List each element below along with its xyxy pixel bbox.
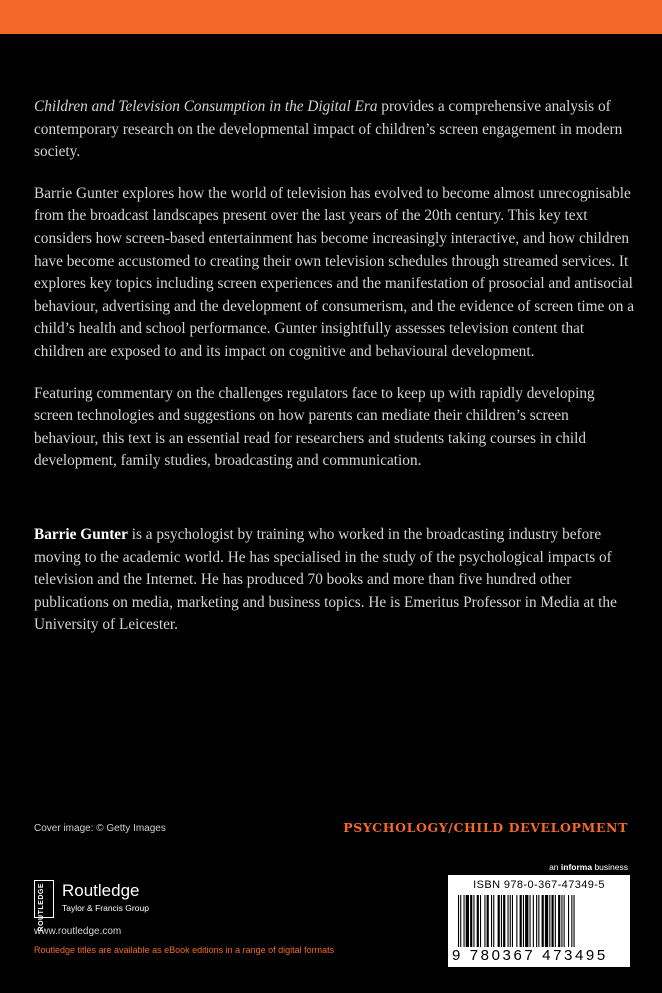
barcode-bar bbox=[533, 895, 534, 947]
author-bio-text: is a psychologist by training who worked in the broadcasting industry before moving to the academic world. He has specialised in the study of the psychological impacts of television and the Internet. He has produced 70 books and more than five hundred other publications on media, marketing and business topics. He is Emeritus Professor in Media at the University of Leicester. bbox=[34, 526, 617, 634]
description-paragraph-1-text: provides a comprehensive analysis of contemporary research on the developmental impact of children’s screen engagement in modern society. bbox=[34, 98, 623, 161]
barcode-bar bbox=[558, 895, 560, 947]
barcode-bar bbox=[555, 895, 556, 947]
barcode-bar bbox=[525, 895, 528, 947]
barcode-bars bbox=[458, 895, 623, 947]
barcode-digits: 9 780367 473495 bbox=[452, 947, 608, 964]
logo-mark-text: ROUTLEDGE bbox=[38, 883, 45, 932]
barcode bbox=[448, 875, 630, 967]
barcode-bar bbox=[484, 895, 485, 947]
barcode-bar bbox=[542, 895, 544, 947]
barcode-bar bbox=[477, 895, 479, 947]
informa-label bbox=[549, 862, 628, 872]
barcode-bar bbox=[530, 895, 531, 947]
barcode-bar bbox=[466, 895, 469, 947]
barcode-bar bbox=[571, 895, 572, 947]
barcode-bar bbox=[549, 895, 550, 947]
publisher-group: Taylor & Francis Group bbox=[62, 903, 149, 913]
barcode-bar bbox=[561, 895, 562, 947]
barcode-bar bbox=[564, 895, 565, 947]
publisher-website[interactable]: www.routledge.com bbox=[34, 926, 122, 937]
barcode-bar bbox=[487, 895, 489, 947]
ebook-note: Routledge titles are available as eBook editions in a range of digital formats bbox=[34, 945, 335, 955]
barcode-bar bbox=[574, 895, 575, 947]
description-paragraph-1 bbox=[34, 96, 634, 164]
author-bio bbox=[34, 524, 634, 637]
barcode-bar bbox=[520, 895, 522, 947]
barcode-bar bbox=[503, 895, 505, 947]
barcode-bar bbox=[493, 895, 494, 947]
subject-category: PSYCHOLOGY/CHILD DEVELOPMENT bbox=[343, 820, 628, 835]
publisher-name: Routledge bbox=[62, 881, 140, 900]
barcode-bar bbox=[512, 895, 513, 947]
barcode-bar bbox=[491, 895, 492, 947]
isbn-label: ISBN 978-0-367-47349-5 bbox=[473, 879, 605, 891]
routledge-logo-mark bbox=[34, 880, 54, 932]
barcode-bar bbox=[508, 895, 509, 947]
barcode-bar bbox=[552, 895, 554, 947]
barcode-bar bbox=[464, 895, 465, 947]
barcode-bar bbox=[501, 895, 502, 947]
barcode-bar bbox=[545, 895, 548, 947]
top-accent-bar bbox=[0, 0, 662, 34]
description-paragraph-3: Featuring commentary on the challenges regulators face to keep up with rapidly developing screen technologies and suggestions on how parents can mediate their children’s screen behaviour, this text is an essential read for researchers and students taking courses in child development, family studies, broadcasting and communication. bbox=[34, 384, 595, 470]
barcode-bar bbox=[473, 895, 474, 947]
barcode-bar bbox=[568, 895, 569, 947]
barcode-bar bbox=[538, 895, 539, 947]
barcode-bar bbox=[470, 895, 472, 947]
barcode-bar bbox=[498, 895, 500, 947]
informa-prefix: an bbox=[549, 862, 561, 872]
barcode-bar bbox=[510, 895, 511, 947]
author-name: Barrie Gunter bbox=[34, 526, 128, 543]
cover-credit: Cover image: © Getty Images bbox=[34, 823, 166, 834]
book-title-italic: Children and Television Consumption in the Digital Era bbox=[34, 98, 378, 115]
informa-suffix: business bbox=[592, 862, 628, 872]
book-description bbox=[34, 96, 634, 492]
barcode-bar bbox=[460, 895, 461, 947]
barcode-bar bbox=[516, 895, 517, 947]
barcode-bar bbox=[480, 895, 481, 947]
barcode-bar bbox=[536, 895, 537, 947]
description-paragraph-2: Barrie Gunter explores how the world of television has evolved to become almost unrecognisable from the broadcast landscapes present over the last years of the 20th century. This key text considers how screen-based entertainment has become increasingly interactive, and how children have become accustomed to creating their own television schedules through streamed services. It explores key topics including screen experiences and the manifestation of prosocial and antisocial behaviour, advertising and the development of consumerism, and the evidence of screen time on a child’s health and school performance. Gunter insightfully assesses television content that children are exposed to and its impact on cognitive and behavioural development. bbox=[34, 184, 635, 360]
barcode-bar bbox=[458, 895, 459, 947]
barcode-bar bbox=[523, 895, 524, 947]
informa-brand: informa bbox=[560, 862, 593, 872]
